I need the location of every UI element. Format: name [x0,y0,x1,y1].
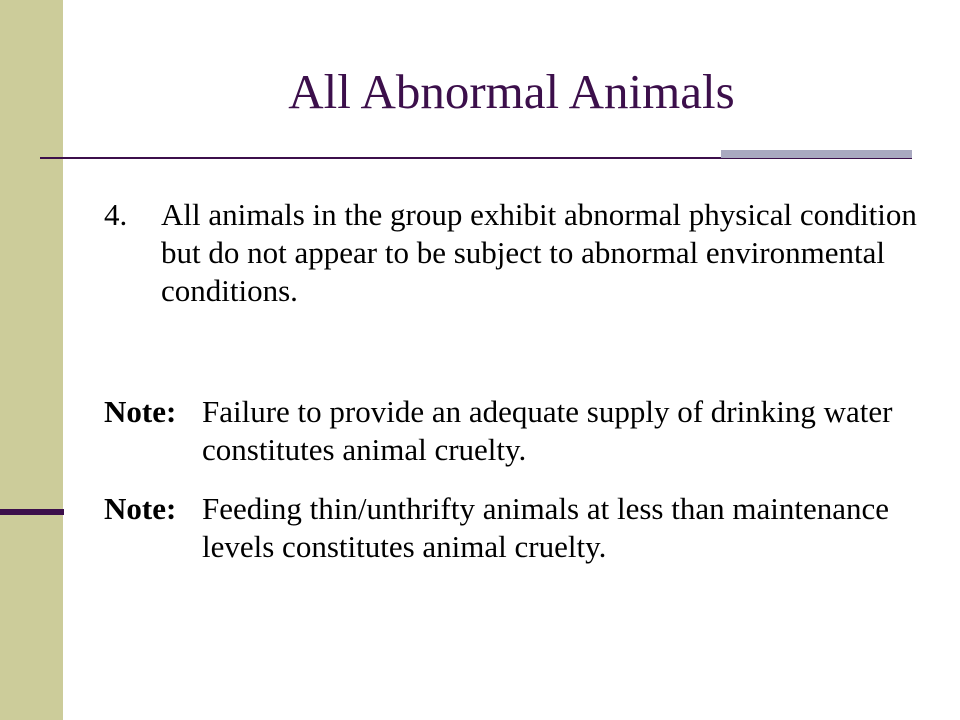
note-text: Feeding thin/unthrifty animals at less than maintenance levels constitutes animal cruelty. [202,491,889,564]
list-item-text: All animals in the group exhibit abnormal physical condition but do not appear to be subject to abnormal environmental conditions. [161,197,917,308]
note-text: Failure to provide an adequate supply of drinking water constitutes animal cruelty. [202,394,893,467]
title-divider-accent [721,150,912,158]
note-label: Note: [104,491,177,526]
sidebar-band [0,0,63,720]
slide-title: All Abnormal Animals [288,64,735,119]
note-water [104,393,924,469]
list-item [104,196,924,310]
sidebar-accent-line [0,509,64,515]
note-label: Note: [104,394,177,429]
note-feeding [104,490,924,566]
list-item-number: 4. [104,197,128,232]
